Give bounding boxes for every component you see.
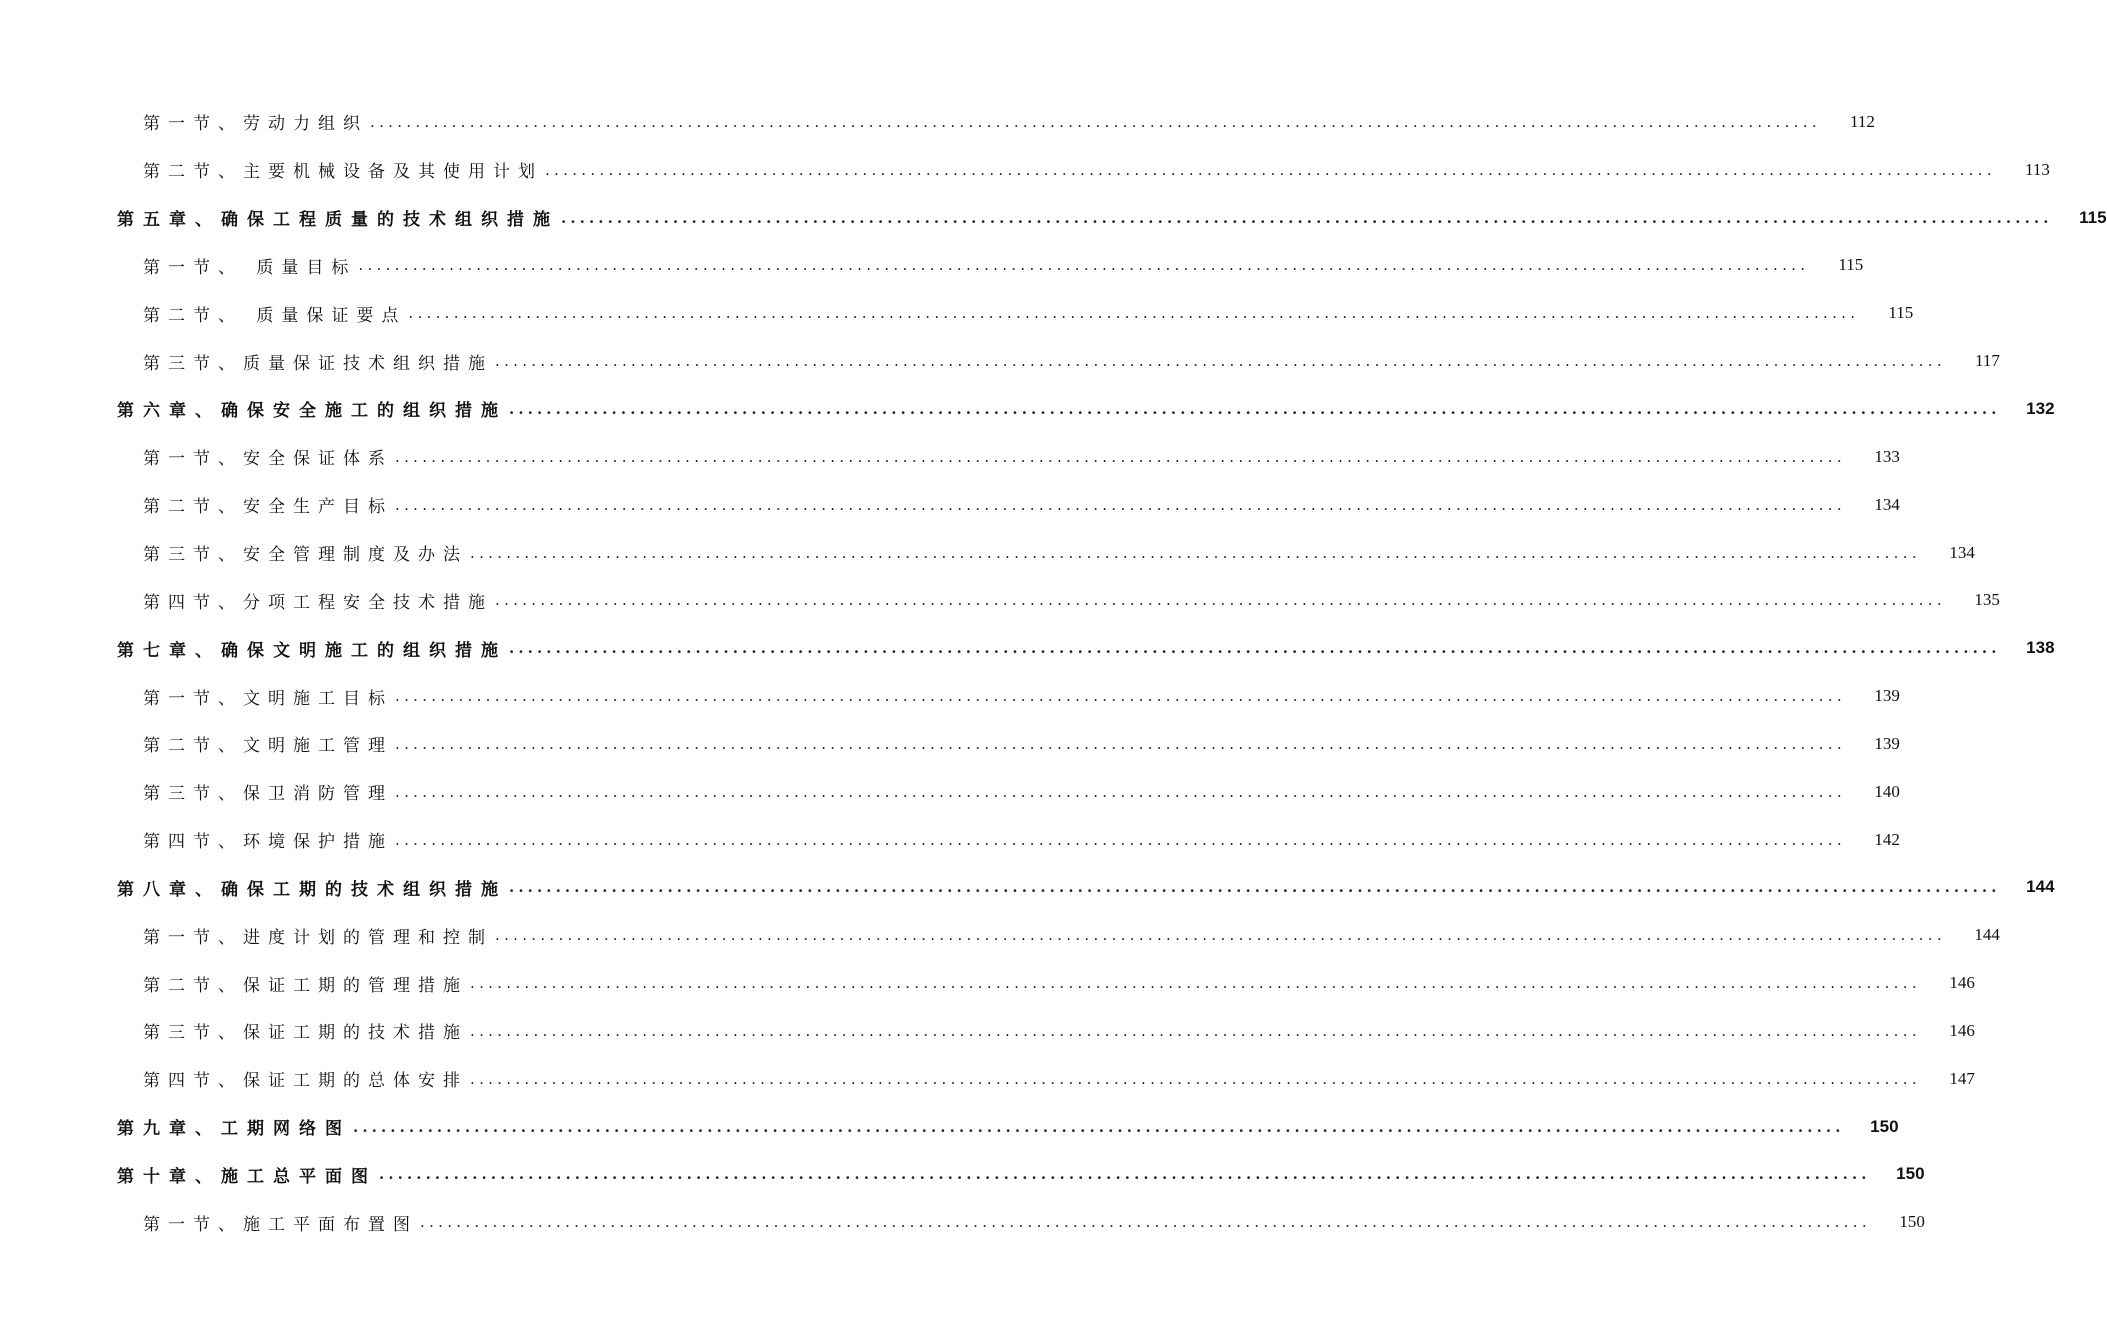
toc-dot-leader: ................................................................................................................................................................ — [561, 208, 2053, 227]
toc-entry-title: 第八章、确保工期的技术组织措施 — [117, 879, 507, 900]
toc-dot-leader: ................................................................................................................................................................ — [395, 830, 1846, 849]
toc-page-number: 146 — [1949, 973, 1975, 993]
toc-page-number: 112 — [1850, 111, 1875, 131]
toc-entry-title: 第六章、确保安全施工的组织措施 — [117, 401, 507, 422]
toc-dot-leader: ................................................................................................................................................................ — [353, 1117, 1845, 1136]
toc-section-entry[interactable] — [0, 720, 1900, 768]
toc-page-number: 115 — [1888, 303, 1914, 323]
toc-entry-title: 第一节、文明施工目标 — [143, 688, 393, 709]
toc-section-entry[interactable] — [0, 98, 1875, 146]
toc-section-entry[interactable] — [0, 242, 1864, 290]
toc-dot-leader: ................................................................................................................................................................ — [395, 495, 1846, 514]
toc-entry-title: 第二节、文明施工管理 — [143, 736, 393, 757]
toc-page-number: 146 — [1949, 1020, 1975, 1040]
toc-page-number: 139 — [1874, 686, 1900, 706]
toc-entry-title: 第四节、分项工程安全技术措施 — [143, 592, 493, 613]
toc-dot-leader: ................................................................................................................................................................ — [509, 399, 2001, 418]
toc-page-number: 134 — [1874, 494, 1900, 514]
toc-dot-leader: ................................................................................................................................................................ — [509, 878, 2001, 897]
toc-chapter-entry[interactable] — [0, 864, 2055, 912]
table-of-contents — [0, 98, 2107, 1246]
toc-dot-leader: ................................................................................................................................................................ — [420, 1213, 1871, 1232]
toc-entry-title: 第二节、保证工期的管理措施 — [143, 975, 468, 996]
toc-dot-leader: ................................................................................................................................................................ — [395, 782, 1846, 801]
toc-page-number: 150 — [1899, 1212, 1925, 1232]
toc-section-entry[interactable] — [0, 672, 1900, 720]
toc-dot-leader: ................................................................................................................................................................ — [408, 304, 1860, 323]
toc-entry-title: 第二节、主要机械设备及其使用计划 — [143, 162, 543, 183]
toc-page-number: 115 — [1838, 255, 1864, 275]
toc-entry-title: 第一节、劳动力组织 — [143, 114, 368, 135]
toc-dot-leader: ................................................................................................................................................................ — [495, 591, 1946, 610]
toc-section-entry[interactable] — [0, 1198, 1925, 1246]
toc-section-entry[interactable] — [0, 1055, 1975, 1103]
toc-chapter-entry[interactable] — [0, 624, 2055, 672]
toc-entry-title: 第三节、保卫消防管理 — [143, 784, 393, 805]
toc-chapter-entry[interactable] — [0, 194, 2107, 242]
toc-dot-leader: ................................................................................................................................................................ — [370, 112, 1821, 131]
toc-section-entry[interactable] — [0, 481, 1900, 529]
toc-entry-title: 第三节、保证工期的技术措施 — [143, 1023, 468, 1044]
toc-page-number: 132 — [2026, 398, 2055, 418]
toc-dot-leader: ................................................................................................................................................................ — [545, 160, 1996, 179]
toc-page-number: 147 — [1949, 1068, 1975, 1088]
toc-page-number: 117 — [1975, 351, 2000, 371]
toc-entry-title: 第三节、质量保证技术组织措施 — [143, 353, 493, 374]
toc-dot-leader: ................................................................................................................................................................ — [470, 1069, 1921, 1088]
toc-section-entry[interactable] — [0, 576, 2000, 624]
toc-chapter-entry[interactable] — [0, 1151, 1925, 1199]
toc-entry-title: 第一节、安全保证体系 — [143, 449, 393, 470]
toc-entry-title: 第二节、安全生产目标 — [143, 497, 393, 518]
toc-dot-leader: ................................................................................................................................................................ — [470, 1021, 1921, 1040]
toc-entry-title: 第七章、确保文明施工的组织措施 — [117, 640, 507, 661]
toc-section-entry[interactable] — [0, 911, 2000, 959]
toc-entry-title: 第一节、进度计划的管理和控制 — [143, 927, 493, 948]
toc-page-number: 138 — [2026, 638, 2055, 658]
toc-chapter-entry[interactable] — [0, 1103, 1899, 1151]
toc-dot-leader: ................................................................................................................................................................ — [470, 974, 1921, 993]
toc-dot-leader: ................................................................................................................................................................ — [470, 543, 1921, 562]
toc-entry-title: 第四节、保证工期的总体安排 — [143, 1071, 468, 1092]
toc-page-number: 135 — [1974, 590, 2000, 610]
toc-dot-leader: ................................................................................................................................................................ — [379, 1165, 1871, 1184]
toc-page-number: 142 — [1874, 829, 1900, 849]
toc-dot-leader: ................................................................................................................................................................ — [395, 687, 1846, 706]
toc-section-entry[interactable] — [0, 959, 1975, 1007]
toc-chapter-entry[interactable] — [0, 385, 2055, 433]
toc-section-entry[interactable] — [0, 1007, 1975, 1055]
toc-page-number: 134 — [1949, 542, 1975, 562]
toc-dot-leader: ................................................................................................................................................................ — [395, 734, 1846, 753]
toc-dot-leader: ................................................................................................................................................................ — [495, 926, 1946, 945]
toc-page-number: 133 — [1874, 446, 1900, 466]
toc-section-entry[interactable] — [0, 433, 1900, 481]
toc-page-number: 115 — [2079, 207, 2107, 227]
toc-section-entry[interactable] — [0, 146, 2050, 194]
toc-page-number: 150 — [1870, 1116, 1899, 1136]
toc-section-entry[interactable] — [0, 289, 1914, 337]
toc-section-entry[interactable] — [0, 337, 2000, 385]
toc-entry-title: 第三节、安全管理制度及办法 — [143, 545, 468, 566]
toc-entry-title: 第五章、确保工程质量的技术组织措施 — [117, 210, 559, 231]
toc-dot-leader: ................................................................................................................................................................ — [495, 352, 1946, 371]
toc-entry-title: 第一节、 质量目标 — [143, 257, 357, 278]
toc-entry-title: 第十章、施工总平面图 — [117, 1166, 377, 1187]
toc-entry-title: 第四节、环境保护措施 — [143, 832, 393, 853]
toc-entry-title: 第一节、施工平面布置图 — [143, 1214, 418, 1235]
toc-dot-leader: ................................................................................................................................................................ — [358, 256, 1810, 275]
toc-page-number: 150 — [1896, 1164, 1925, 1184]
toc-page-number: 144 — [1974, 925, 2000, 945]
toc-section-entry[interactable] — [0, 529, 1975, 577]
toc-page-number: 139 — [1874, 733, 1900, 753]
toc-dot-leader: ................................................................................................................................................................ — [509, 639, 2001, 658]
toc-section-entry[interactable] — [0, 768, 1900, 816]
toc-page-number: 144 — [2026, 877, 2055, 897]
toc-dot-leader: ................................................................................................................................................................ — [395, 447, 1846, 466]
toc-entry-title: 第二节、 质量保证要点 — [143, 305, 407, 326]
toc-section-entry[interactable] — [0, 816, 1900, 864]
toc-entry-title: 第九章、工期网络图 — [117, 1119, 351, 1140]
toc-page-number: 140 — [1874, 781, 1900, 801]
toc-page-number: 113 — [2025, 159, 2050, 179]
